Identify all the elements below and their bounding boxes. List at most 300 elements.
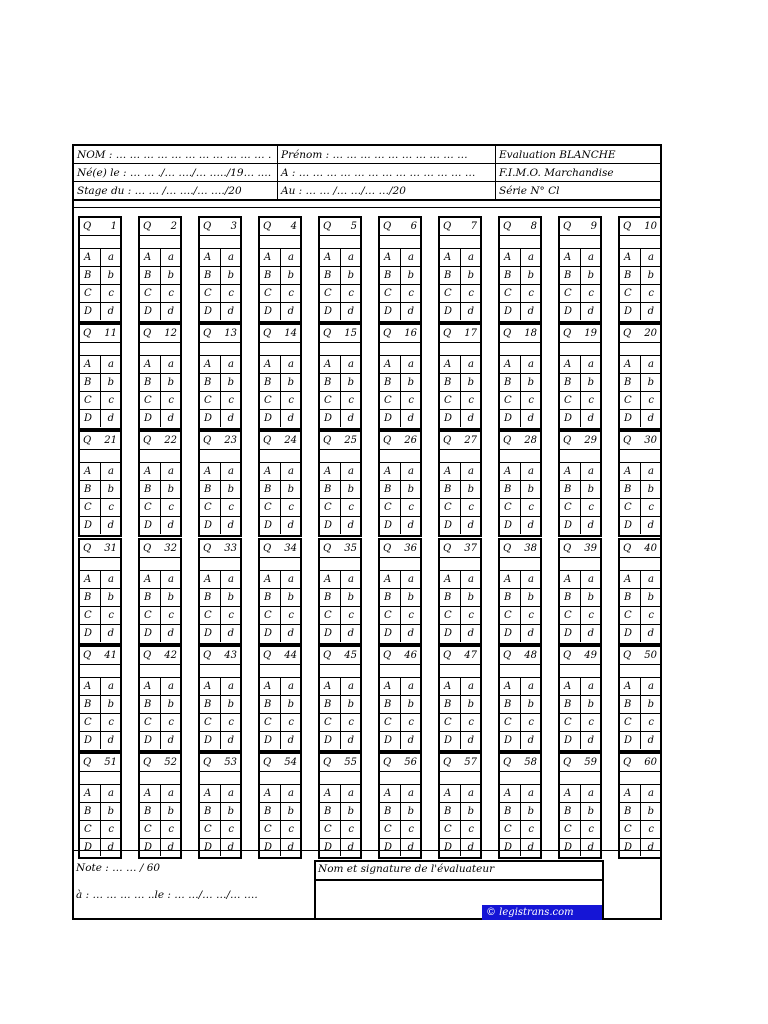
option-upper[interactable]: D bbox=[264, 520, 273, 531]
stage-end-field[interactable]: Au : … … /… …/… …/20 bbox=[278, 182, 496, 200]
answer-option-row[interactable] bbox=[380, 713, 420, 731]
answer-option-row[interactable] bbox=[380, 248, 420, 266]
answer-option-row[interactable] bbox=[500, 838, 540, 856]
option-lower[interactable]: a bbox=[588, 681, 594, 692]
option-upper[interactable]: A bbox=[324, 252, 332, 263]
answer-option-row[interactable] bbox=[560, 784, 600, 802]
answer-option-row[interactable] bbox=[260, 355, 300, 373]
birthplace-field[interactable]: A : … … … … … … … … … … … … … bbox=[278, 164, 496, 182]
option-upper[interactable]: A bbox=[144, 574, 152, 585]
option-upper[interactable]: A bbox=[624, 466, 632, 477]
answer-option-row[interactable] bbox=[560, 302, 600, 320]
answer-option-row[interactable] bbox=[200, 570, 240, 588]
option-upper[interactable]: B bbox=[324, 592, 332, 603]
option-upper[interactable]: B bbox=[144, 270, 152, 281]
answer-option-row[interactable] bbox=[200, 713, 240, 731]
option-lower[interactable]: d bbox=[647, 628, 654, 639]
option-lower[interactable]: b bbox=[467, 806, 474, 817]
option-upper[interactable]: A bbox=[444, 681, 452, 692]
option-lower[interactable]: c bbox=[468, 717, 474, 728]
option-upper[interactable]: A bbox=[264, 359, 272, 370]
option-lower[interactable]: a bbox=[408, 681, 414, 692]
option-lower[interactable]: a bbox=[648, 466, 654, 477]
answer-option-row[interactable] bbox=[560, 695, 600, 713]
option-lower[interactable]: a bbox=[108, 359, 114, 370]
option-lower[interactable]: c bbox=[348, 502, 354, 513]
option-lower[interactable]: d bbox=[107, 735, 114, 746]
option-lower[interactable]: c bbox=[108, 288, 114, 299]
option-lower[interactable]: b bbox=[647, 270, 654, 281]
option-upper[interactable]: A bbox=[324, 788, 332, 799]
answer-option-row[interactable] bbox=[500, 713, 540, 731]
option-lower[interactable]: b bbox=[587, 806, 594, 817]
option-lower[interactable]: a bbox=[288, 359, 294, 370]
answer-option-row[interactable] bbox=[80, 516, 120, 534]
option-lower[interactable]: d bbox=[107, 842, 114, 853]
option-upper[interactable]: C bbox=[504, 502, 512, 513]
option-lower[interactable]: c bbox=[288, 824, 294, 835]
option-lower[interactable]: b bbox=[107, 699, 114, 710]
option-upper[interactable]: B bbox=[264, 806, 272, 817]
option-lower[interactable]: d bbox=[227, 628, 234, 639]
answer-option-row[interactable] bbox=[380, 570, 420, 588]
option-lower[interactable]: b bbox=[527, 270, 534, 281]
option-lower[interactable]: a bbox=[108, 681, 114, 692]
option-upper[interactable]: D bbox=[204, 735, 213, 746]
answer-option-row[interactable] bbox=[200, 480, 240, 498]
option-upper[interactable]: C bbox=[144, 610, 152, 621]
option-upper[interactable]: D bbox=[324, 628, 333, 639]
option-upper[interactable]: D bbox=[324, 413, 333, 424]
answer-option-row[interactable] bbox=[80, 731, 120, 749]
option-upper[interactable]: A bbox=[204, 252, 212, 263]
answer-option-row[interactable] bbox=[140, 302, 180, 320]
option-upper[interactable]: D bbox=[264, 842, 273, 853]
option-upper[interactable]: D bbox=[84, 842, 93, 853]
option-upper[interactable]: C bbox=[504, 395, 512, 406]
option-lower[interactable]: b bbox=[527, 806, 534, 817]
option-lower[interactable]: d bbox=[287, 628, 294, 639]
answer-option-row[interactable] bbox=[500, 624, 540, 642]
option-lower[interactable]: d bbox=[527, 842, 534, 853]
answer-option-row[interactable] bbox=[320, 302, 360, 320]
option-upper[interactable]: C bbox=[504, 288, 512, 299]
answer-option-row[interactable] bbox=[380, 391, 420, 409]
answer-option-row[interactable] bbox=[620, 409, 660, 427]
option-upper[interactable]: C bbox=[204, 824, 212, 835]
answer-option-row[interactable] bbox=[80, 588, 120, 606]
answer-option-row[interactable] bbox=[500, 409, 540, 427]
answer-option-row[interactable] bbox=[560, 820, 600, 838]
option-lower[interactable]: c bbox=[408, 717, 414, 728]
nom-field[interactable]: NOM : … … … … … … … … … … … . bbox=[74, 146, 278, 164]
answer-option-row[interactable] bbox=[380, 409, 420, 427]
option-lower[interactable]: b bbox=[167, 699, 174, 710]
option-lower[interactable]: a bbox=[288, 574, 294, 585]
option-lower[interactable]: d bbox=[107, 306, 114, 317]
option-lower[interactable]: d bbox=[167, 842, 174, 853]
option-upper[interactable]: D bbox=[564, 306, 573, 317]
answer-option-row[interactable] bbox=[500, 784, 540, 802]
answer-option-row[interactable] bbox=[560, 570, 600, 588]
option-upper[interactable]: D bbox=[564, 842, 573, 853]
answer-option-row[interactable] bbox=[140, 695, 180, 713]
option-lower[interactable]: b bbox=[287, 699, 294, 710]
answer-option-row[interactable] bbox=[320, 588, 360, 606]
option-upper[interactable]: A bbox=[504, 466, 512, 477]
option-lower[interactable]: d bbox=[107, 520, 114, 531]
option-lower[interactable]: a bbox=[348, 359, 354, 370]
option-upper[interactable]: B bbox=[384, 592, 392, 603]
option-upper[interactable]: D bbox=[84, 735, 93, 746]
option-lower[interactable]: b bbox=[347, 699, 354, 710]
option-lower[interactable]: b bbox=[407, 377, 414, 388]
answer-option-row[interactable] bbox=[320, 731, 360, 749]
answer-option-row[interactable] bbox=[560, 355, 600, 373]
option-upper[interactable]: D bbox=[624, 628, 633, 639]
option-lower[interactable]: d bbox=[167, 306, 174, 317]
option-lower[interactable]: a bbox=[228, 788, 234, 799]
option-upper[interactable]: C bbox=[264, 288, 272, 299]
answer-option-row[interactable] bbox=[560, 284, 600, 302]
option-upper[interactable]: C bbox=[564, 502, 572, 513]
option-lower[interactable]: c bbox=[108, 824, 114, 835]
answer-option-row[interactable] bbox=[200, 677, 240, 695]
option-upper[interactable]: C bbox=[384, 502, 392, 513]
option-upper[interactable]: A bbox=[264, 252, 272, 263]
option-lower[interactable]: c bbox=[408, 395, 414, 406]
answer-option-row[interactable] bbox=[500, 731, 540, 749]
option-lower[interactable]: d bbox=[407, 628, 414, 639]
option-upper[interactable]: C bbox=[384, 717, 392, 728]
option-upper[interactable]: D bbox=[264, 413, 273, 424]
answer-option-row[interactable] bbox=[80, 784, 120, 802]
option-upper[interactable]: D bbox=[504, 735, 513, 746]
option-upper[interactable]: D bbox=[384, 520, 393, 531]
answer-option-row[interactable] bbox=[620, 516, 660, 534]
option-upper[interactable]: D bbox=[204, 628, 213, 639]
answer-option-row[interactable] bbox=[320, 838, 360, 856]
answer-option-row[interactable] bbox=[200, 784, 240, 802]
option-upper[interactable]: A bbox=[504, 788, 512, 799]
option-upper[interactable]: B bbox=[324, 806, 332, 817]
answer-option-row[interactable] bbox=[440, 606, 480, 624]
option-upper[interactable]: B bbox=[384, 699, 392, 710]
option-upper[interactable]: D bbox=[84, 413, 93, 424]
option-upper[interactable]: B bbox=[384, 806, 392, 817]
option-lower[interactable]: c bbox=[108, 395, 114, 406]
answer-option-row[interactable] bbox=[200, 498, 240, 516]
option-lower[interactable]: b bbox=[587, 592, 594, 603]
option-upper[interactable]: B bbox=[504, 484, 512, 495]
option-lower[interactable]: d bbox=[167, 628, 174, 639]
answer-option-row[interactable] bbox=[440, 355, 480, 373]
option-lower[interactable]: c bbox=[168, 824, 174, 835]
answer-option-row[interactable] bbox=[140, 624, 180, 642]
option-upper[interactable]: A bbox=[84, 359, 92, 370]
option-upper[interactable]: C bbox=[444, 395, 452, 406]
option-lower[interactable]: a bbox=[648, 681, 654, 692]
answer-option-row[interactable] bbox=[140, 480, 180, 498]
option-upper[interactable]: C bbox=[504, 610, 512, 621]
answer-option-row[interactable] bbox=[560, 677, 600, 695]
option-upper[interactable]: C bbox=[324, 610, 332, 621]
option-lower[interactable]: c bbox=[228, 717, 234, 728]
answer-option-row[interactable] bbox=[260, 570, 300, 588]
answer-option-row[interactable] bbox=[320, 409, 360, 427]
option-upper[interactable]: D bbox=[444, 306, 453, 317]
option-upper[interactable]: C bbox=[564, 824, 572, 835]
option-lower[interactable]: a bbox=[528, 681, 534, 692]
answer-option-row[interactable] bbox=[200, 516, 240, 534]
option-upper[interactable]: D bbox=[144, 413, 153, 424]
option-lower[interactable]: d bbox=[647, 735, 654, 746]
answer-option-row[interactable] bbox=[320, 820, 360, 838]
option-lower[interactable]: a bbox=[528, 574, 534, 585]
answer-option-row[interactable] bbox=[140, 355, 180, 373]
answer-option-row[interactable] bbox=[440, 516, 480, 534]
option-upper[interactable]: D bbox=[384, 842, 393, 853]
answer-option-row[interactable] bbox=[620, 713, 660, 731]
option-lower[interactable]: d bbox=[407, 413, 414, 424]
answer-option-row[interactable] bbox=[80, 820, 120, 838]
option-upper[interactable]: B bbox=[384, 484, 392, 495]
option-upper[interactable]: D bbox=[564, 628, 573, 639]
option-lower[interactable]: c bbox=[288, 502, 294, 513]
option-lower[interactable]: d bbox=[587, 306, 594, 317]
answer-option-row[interactable] bbox=[500, 820, 540, 838]
answer-option-row[interactable] bbox=[200, 695, 240, 713]
option-lower[interactable]: d bbox=[527, 413, 534, 424]
option-upper[interactable]: B bbox=[504, 806, 512, 817]
option-lower[interactable]: a bbox=[168, 788, 174, 799]
option-upper[interactable]: A bbox=[564, 359, 572, 370]
option-lower[interactable]: c bbox=[348, 824, 354, 835]
answer-option-row[interactable] bbox=[260, 516, 300, 534]
answer-option-row[interactable] bbox=[620, 624, 660, 642]
answer-option-row[interactable] bbox=[320, 498, 360, 516]
option-upper[interactable]: C bbox=[324, 288, 332, 299]
option-upper[interactable]: C bbox=[444, 502, 452, 513]
option-lower[interactable]: b bbox=[467, 592, 474, 603]
option-lower[interactable]: c bbox=[468, 610, 474, 621]
answer-option-row[interactable] bbox=[500, 248, 540, 266]
option-upper[interactable]: A bbox=[564, 574, 572, 585]
option-upper[interactable]: C bbox=[144, 395, 152, 406]
option-upper[interactable]: B bbox=[204, 592, 212, 603]
option-upper[interactable]: B bbox=[324, 699, 332, 710]
option-upper[interactable]: C bbox=[564, 717, 572, 728]
answer-option-row[interactable] bbox=[320, 284, 360, 302]
option-upper[interactable]: A bbox=[144, 466, 152, 477]
option-upper[interactable]: B bbox=[504, 270, 512, 281]
answer-option-row[interactable] bbox=[440, 713, 480, 731]
option-upper[interactable]: C bbox=[264, 502, 272, 513]
answer-option-row[interactable] bbox=[440, 570, 480, 588]
option-lower[interactable]: b bbox=[347, 592, 354, 603]
answer-option-row[interactable] bbox=[440, 266, 480, 284]
answer-option-row[interactable] bbox=[500, 480, 540, 498]
answer-option-row[interactable] bbox=[200, 838, 240, 856]
answer-option-row[interactable] bbox=[440, 731, 480, 749]
answer-option-row[interactable] bbox=[440, 695, 480, 713]
answer-option-row[interactable] bbox=[500, 373, 540, 391]
option-lower[interactable]: c bbox=[348, 395, 354, 406]
option-lower[interactable]: c bbox=[408, 502, 414, 513]
option-lower[interactable]: a bbox=[288, 788, 294, 799]
option-upper[interactable]: A bbox=[444, 359, 452, 370]
option-lower[interactable]: a bbox=[168, 466, 174, 477]
option-lower[interactable]: d bbox=[107, 628, 114, 639]
option-lower[interactable]: c bbox=[348, 717, 354, 728]
option-lower[interactable]: c bbox=[408, 610, 414, 621]
option-lower[interactable]: c bbox=[168, 502, 174, 513]
answer-option-row[interactable] bbox=[80, 677, 120, 695]
answer-option-row[interactable] bbox=[200, 624, 240, 642]
answer-option-row[interactable] bbox=[320, 624, 360, 642]
answer-option-row[interactable] bbox=[260, 409, 300, 427]
option-lower[interactable]: c bbox=[648, 717, 654, 728]
option-upper[interactable]: C bbox=[204, 395, 212, 406]
answer-option-row[interactable] bbox=[200, 606, 240, 624]
option-lower[interactable]: d bbox=[407, 735, 414, 746]
option-lower[interactable]: c bbox=[348, 288, 354, 299]
option-upper[interactable]: B bbox=[144, 377, 152, 388]
answer-option-row[interactable] bbox=[380, 820, 420, 838]
option-upper[interactable]: C bbox=[84, 395, 92, 406]
answer-option-row[interactable] bbox=[140, 677, 180, 695]
option-upper[interactable]: A bbox=[444, 252, 452, 263]
answer-option-row[interactable] bbox=[620, 695, 660, 713]
option-lower[interactable]: b bbox=[467, 484, 474, 495]
option-upper[interactable]: A bbox=[264, 466, 272, 477]
option-lower[interactable]: c bbox=[168, 610, 174, 621]
option-upper[interactable]: D bbox=[144, 842, 153, 853]
answer-option-row[interactable] bbox=[500, 462, 540, 480]
option-lower[interactable]: b bbox=[527, 699, 534, 710]
answer-option-row[interactable] bbox=[620, 838, 660, 856]
option-lower[interactable]: b bbox=[287, 270, 294, 281]
option-lower[interactable]: c bbox=[168, 395, 174, 406]
answer-option-row[interactable] bbox=[200, 409, 240, 427]
option-upper[interactable]: D bbox=[384, 628, 393, 639]
option-lower[interactable]: c bbox=[108, 717, 114, 728]
option-upper[interactable]: C bbox=[384, 610, 392, 621]
answer-option-row[interactable] bbox=[620, 606, 660, 624]
option-lower[interactable]: c bbox=[408, 824, 414, 835]
option-upper[interactable]: A bbox=[84, 788, 92, 799]
option-lower[interactable]: a bbox=[588, 359, 594, 370]
answer-option-row[interactable] bbox=[260, 624, 300, 642]
answer-option-row[interactable] bbox=[560, 409, 600, 427]
option-upper[interactable]: B bbox=[204, 699, 212, 710]
answer-option-row[interactable] bbox=[440, 802, 480, 820]
option-upper[interactable]: D bbox=[144, 520, 153, 531]
option-lower[interactable]: a bbox=[408, 788, 414, 799]
option-lower[interactable]: b bbox=[167, 270, 174, 281]
option-upper[interactable]: B bbox=[384, 377, 392, 388]
option-upper[interactable]: B bbox=[204, 484, 212, 495]
answer-option-row[interactable] bbox=[140, 409, 180, 427]
option-lower[interactable]: d bbox=[227, 842, 234, 853]
option-lower[interactable]: c bbox=[288, 288, 294, 299]
answer-option-row[interactable] bbox=[260, 498, 300, 516]
option-upper[interactable]: D bbox=[264, 306, 273, 317]
option-upper[interactable]: C bbox=[444, 824, 452, 835]
option-upper[interactable]: D bbox=[624, 735, 633, 746]
option-lower[interactable]: c bbox=[288, 395, 294, 406]
option-lower[interactable]: b bbox=[647, 699, 654, 710]
answer-option-row[interactable] bbox=[620, 302, 660, 320]
option-lower[interactable]: a bbox=[108, 574, 114, 585]
option-upper[interactable]: A bbox=[504, 574, 512, 585]
signature-box[interactable] bbox=[314, 860, 604, 920]
option-lower[interactable]: d bbox=[287, 306, 294, 317]
option-lower[interactable]: b bbox=[407, 484, 414, 495]
option-lower[interactable]: b bbox=[647, 806, 654, 817]
option-upper[interactable]: A bbox=[444, 466, 452, 477]
answer-option-row[interactable] bbox=[140, 266, 180, 284]
option-upper[interactable]: C bbox=[384, 824, 392, 835]
option-upper[interactable]: B bbox=[264, 592, 272, 603]
prenom-field[interactable]: Prénom : … … … … … … … … … … bbox=[278, 146, 496, 164]
option-lower[interactable]: c bbox=[528, 824, 534, 835]
option-upper[interactable]: C bbox=[264, 717, 272, 728]
option-upper[interactable]: B bbox=[444, 699, 452, 710]
option-lower[interactable]: b bbox=[647, 592, 654, 603]
answer-option-row[interactable] bbox=[140, 802, 180, 820]
answer-option-row[interactable] bbox=[380, 373, 420, 391]
option-upper[interactable]: C bbox=[144, 717, 152, 728]
answer-option-row[interactable] bbox=[380, 695, 420, 713]
answer-option-row[interactable] bbox=[200, 302, 240, 320]
answer-option-row[interactable] bbox=[200, 355, 240, 373]
option-lower[interactable]: d bbox=[227, 520, 234, 531]
option-upper[interactable]: D bbox=[504, 413, 513, 424]
answer-option-row[interactable] bbox=[560, 516, 600, 534]
option-lower[interactable]: a bbox=[168, 574, 174, 585]
option-upper[interactable]: C bbox=[204, 288, 212, 299]
answer-option-row[interactable] bbox=[260, 373, 300, 391]
option-upper[interactable]: D bbox=[624, 306, 633, 317]
option-upper[interactable]: A bbox=[84, 466, 92, 477]
option-lower[interactable]: d bbox=[587, 520, 594, 531]
option-upper[interactable]: B bbox=[624, 699, 632, 710]
answer-option-row[interactable] bbox=[440, 284, 480, 302]
option-lower[interactable]: d bbox=[407, 842, 414, 853]
option-lower[interactable]: b bbox=[347, 377, 354, 388]
answer-option-row[interactable] bbox=[320, 695, 360, 713]
answer-option-row[interactable] bbox=[500, 677, 540, 695]
option-upper[interactable]: B bbox=[324, 377, 332, 388]
answer-option-row[interactable] bbox=[260, 462, 300, 480]
option-upper[interactable]: C bbox=[84, 502, 92, 513]
option-lower[interactable]: c bbox=[648, 395, 654, 406]
option-lower[interactable]: d bbox=[347, 628, 354, 639]
option-upper[interactable]: B bbox=[504, 699, 512, 710]
answer-option-row[interactable] bbox=[560, 624, 600, 642]
option-upper[interactable]: D bbox=[624, 520, 633, 531]
option-upper[interactable]: A bbox=[144, 681, 152, 692]
option-lower[interactable]: d bbox=[107, 413, 114, 424]
answer-option-row[interactable] bbox=[560, 606, 600, 624]
option-lower[interactable]: c bbox=[648, 288, 654, 299]
option-lower[interactable]: c bbox=[168, 717, 174, 728]
option-upper[interactable]: A bbox=[384, 359, 392, 370]
option-upper[interactable]: D bbox=[564, 520, 573, 531]
option-lower[interactable]: a bbox=[468, 574, 474, 585]
answer-option-row[interactable] bbox=[320, 516, 360, 534]
